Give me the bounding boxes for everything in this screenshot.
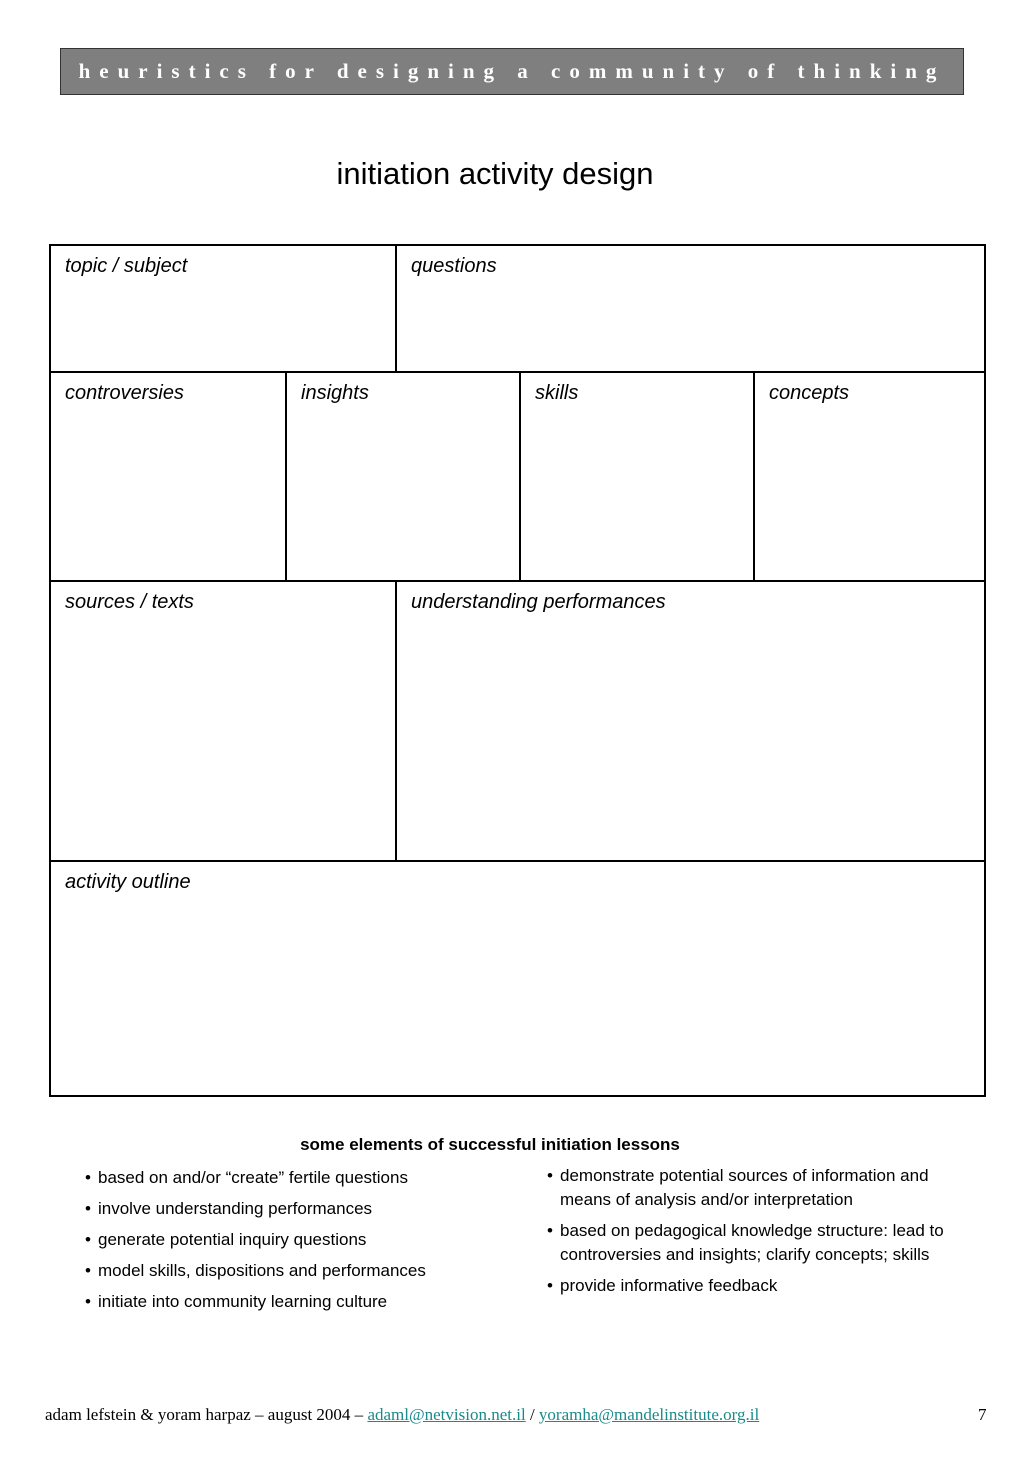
design-form [49, 244, 986, 1097]
form-row-2 [51, 371, 984, 580]
topic-cell[interactable] [51, 246, 395, 371]
list-item-text: involve understanding performances [98, 1199, 373, 1218]
bullet-icon: • [547, 1276, 553, 1295]
list-item [547, 1219, 947, 1267]
bullet-icon: • [85, 1168, 91, 1187]
questions-label: questions [411, 255, 497, 277]
list-item [547, 1164, 947, 1212]
form-row-4 [51, 860, 984, 1095]
list-item [85, 1290, 515, 1314]
topic-label: topic / subject [65, 255, 188, 277]
list-item-text: model skills, dispositions and performances [98, 1261, 426, 1280]
list-item-text: based on pedagogical knowledge structure: lead to controversies and insights; clarify concepts; skills [560, 1221, 944, 1264]
bullet-icon: • [547, 1166, 553, 1185]
list-item [85, 1166, 515, 1190]
controversies-cell[interactable] [51, 373, 285, 580]
list-item-text: provide informative feedback [560, 1276, 778, 1295]
elements-list-left [85, 1166, 515, 1321]
list-item [547, 1274, 947, 1298]
performances-label: understanding performances [411, 591, 666, 613]
list-item [85, 1228, 515, 1252]
outline-label: activity outline [65, 871, 191, 893]
bullet-icon: • [547, 1221, 553, 1240]
elements-heading: some elements of successful initiation lessons [300, 1135, 680, 1154]
email-link-2[interactable]: yoramha@mandelinstitute.org.il [538, 1405, 760, 1424]
bullet-icon: • [85, 1261, 91, 1280]
form-row-3 [51, 580, 984, 860]
bullet-icon: • [85, 1292, 91, 1311]
bullet-icon: • [85, 1199, 91, 1218]
skills-label: skills [535, 382, 579, 404]
footer-separator: / [529, 1405, 535, 1424]
form-row-1 [51, 246, 984, 371]
list-item-text: based on and/or “create” fertile questions [98, 1168, 408, 1187]
insights-label: insights [301, 382, 369, 404]
list-item-text: generate potential inquiry questions [98, 1230, 367, 1249]
insights-cell[interactable] [285, 373, 519, 580]
controversies-label: controversies [65, 382, 184, 404]
footer-authors: adam lefstein & yoram harpaz – august 2004 – [45, 1405, 364, 1424]
concepts-label: concepts [769, 382, 850, 404]
concepts-cell[interactable] [753, 373, 984, 580]
questions-cell[interactable] [395, 246, 984, 371]
bullet-icon: • [85, 1230, 91, 1249]
sources-cell[interactable] [51, 582, 395, 860]
page-number: 7 [978, 1405, 987, 1424]
list-item [85, 1259, 515, 1283]
page-title: initiation activity design [336, 156, 654, 191]
performances-cell[interactable] [395, 582, 984, 860]
sources-label: sources / texts [65, 591, 194, 613]
email-link-1[interactable]: adaml@netvision.net.il [367, 1405, 526, 1424]
outline-cell[interactable] [51, 862, 984, 1095]
footer [45, 1405, 945, 1425]
list-item-text: demonstrate potential sources of information and means of analysis and/or interpretation [560, 1166, 929, 1209]
list-item [85, 1197, 515, 1221]
header-banner: heuristics for designing a community of thinking [60, 48, 964, 95]
elements-list-right [547, 1164, 947, 1305]
skills-cell[interactable] [519, 373, 753, 580]
list-item-text: initiate into community learning culture [98, 1292, 388, 1311]
